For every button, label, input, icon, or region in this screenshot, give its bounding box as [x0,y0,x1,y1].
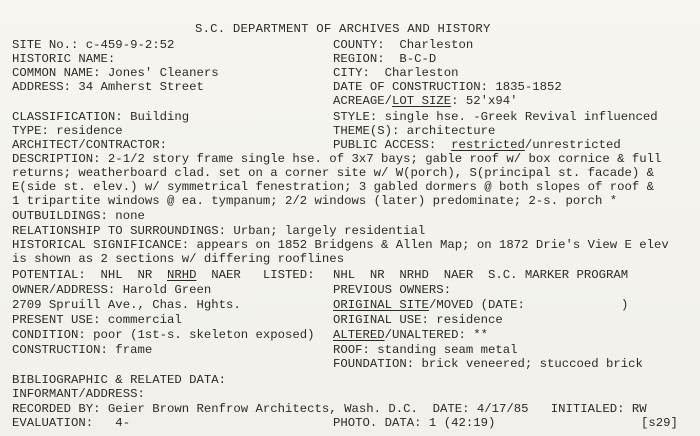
photo-data: PHOTO. DATA: 1 (42:19) [333,416,496,430]
city: CITY: Charleston [333,66,459,80]
public-access-label: PUBLIC ACCESS: [333,138,452,152]
architect-contractor: ARCHITECT/CONTRACTOR: [12,138,167,152]
moved-date-label: /MOVED (DATE: [428,298,525,312]
description-line: E(side st. elev.) w/ symmetrical fenestration; 3 gabled dormers @ both slopes of roof & [12,180,655,194]
description-line: DESCRIPTION: 2-1/2 story frame single hse. of 3x7 bays; gable roof w/ box cornice & full [12,152,662,166]
potential [12,268,315,282]
historical-significance-line: HISTORICAL SIGNIFICANCE: appears on 1852 Bridgens & Allen Map; on 1872 Drie's View E elev [12,238,669,252]
acreage-lot-size [333,94,518,108]
owner-address: OWNER/ADDRESS: Harold Green [12,283,212,297]
site-number: SITE No.: c-459-9-2:52 [12,38,175,52]
naer-listed: NAER LISTED: [196,268,315,282]
description-line: 1 tripartite windows @ ea. tympanum; 2/2 windows (later) predominate; 2-s. porch * [12,194,618,208]
acreage-label: ACREAGE/ [333,94,393,108]
card-title: S.C. DEPARTMENT OF ARCHIVES AND HISTORY [195,22,491,36]
construction: CONSTRUCTION: frame [12,343,153,357]
lot-size-label: LOT SIZE [392,94,452,108]
type: TYPE: residence [12,124,123,138]
style: STYLE: single hse. -Greek Revival influenced [333,110,658,124]
themes: THEME(S): architecture [333,124,496,138]
recorded-by: RECORDED BY: Geier Brown Renfrow Architects, Wash. D.C. DATE: 4/17/85 INITIALED: RW [12,402,647,416]
previous-owners: PREVIOUS OWNERS: [333,283,452,297]
restricted-option: restricted [451,138,525,152]
original-site-moved [333,298,525,312]
outbuildings: OUTBUILDINGS: none [12,209,145,223]
original-site-option: ORIGINAL SITE [333,298,429,312]
listed-options: NHL NR NRHD NAER S.C. MARKER PROGRAM [333,268,629,282]
unrestricted-option: /unrestricted [524,138,621,152]
classification: CLASSIFICATION: Building [12,110,190,124]
altered-option: ALTERED [333,328,385,342]
condition: CONDITION: poor (1st-s. skeleton exposed) [12,328,315,342]
foundation: FOUNDATION: brick veneered; stuccoed brick [333,357,643,371]
date-of-construction: DATE OF CONSTRUCTION: 1835-1852 [333,80,562,94]
historic-name: HISTORIC NAME: [12,52,116,66]
bibliographic-data: BIBLIOGRAPHIC & RELATED DATA: [12,373,227,387]
original-use: ORIGINAL USE: residence [333,313,503,327]
potential-label: POTENTIAL: NHL NR [12,268,167,282]
region: REGION: B-C-D [333,52,437,66]
county: COUNTY: Charleston [333,38,474,52]
nrhd-option: NRHD [166,268,197,282]
card-reference: [s29] [641,416,678,430]
description-line: returns; weatherboard clad. set on a corner site w/ W(porch), S(principal st. facade) & [12,166,655,180]
address: ADDRESS: 34 Amherst Street [12,80,204,94]
lot-size-value: : 52'x94' [451,94,518,108]
historical-significance-line: is shown as 2 sections w/ differing rooflines [12,252,345,266]
informant-address: INFORMANT/ADDRESS: [12,387,145,401]
relationship-to-surroundings: RELATIONSHIP TO SURROUNDINGS: Urban; largely residential [12,224,426,238]
moved-date-close: ) [621,298,629,312]
unaltered-option: /UNALTERED: ** [384,328,488,342]
roof: ROOF: standing seam metal [333,343,518,357]
public-access [333,138,621,152]
evaluation: EVALUATION: 4- [12,416,131,430]
present-use: PRESENT USE: commercial [12,313,182,327]
altered-unaltered [333,328,488,342]
common-name: COMMON NAME: Jones' Cleaners [12,66,219,80]
owner-street: 2709 Spruill Ave., Chas. Hghts. [12,298,241,312]
